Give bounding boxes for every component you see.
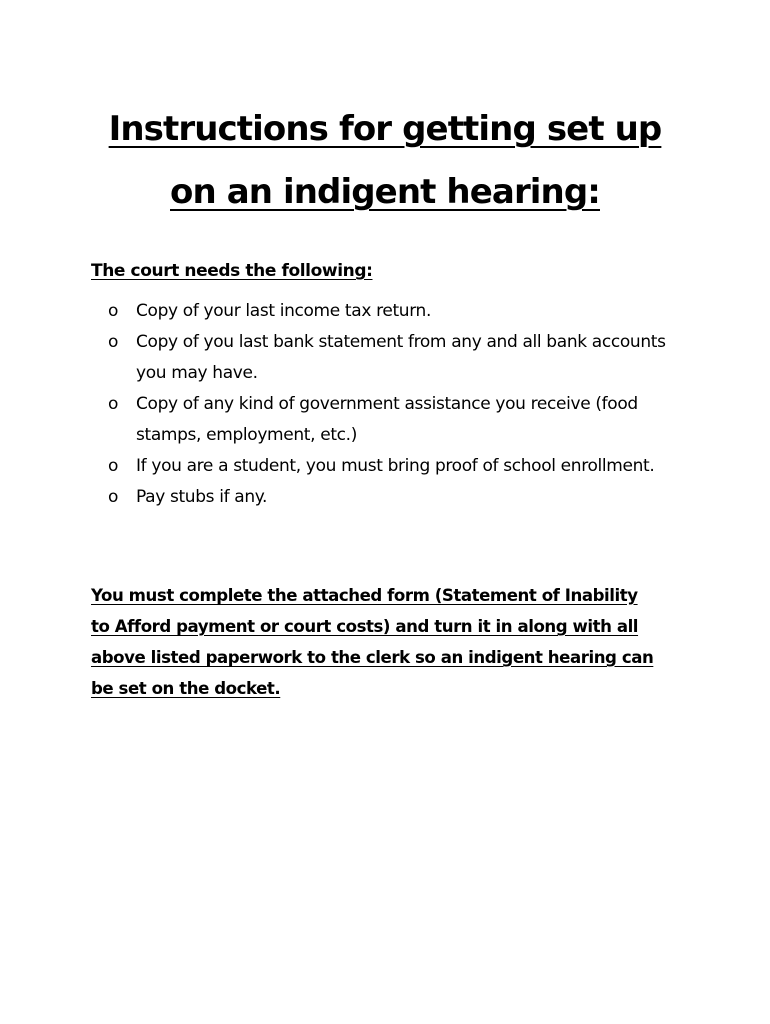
- bullet-icon: o: [108, 332, 119, 352]
- requirements-heading: The court needs the following:: [91, 261, 373, 281]
- list-item: [108, 482, 668, 513]
- bullet-icon: o: [108, 301, 119, 321]
- list-item: [108, 296, 668, 327]
- list-item: [108, 451, 668, 482]
- notice-line: You must complete the attached form (Statement of Inability: [91, 586, 638, 605]
- list-item: [108, 389, 668, 451]
- list-item-text: Pay stubs if any.: [136, 487, 268, 507]
- list-item-text: Copy of any kind of government assistance you receive (food stamps, employment, etc.): [136, 394, 638, 445]
- notice-paragraph: [91, 580, 691, 704]
- bullet-icon: o: [108, 394, 119, 414]
- list-item-text: Copy of you last bank statement from any and all bank accounts you may have.: [136, 332, 666, 383]
- list-item-text: If you are a student, you must bring proof of school enrollment.: [136, 456, 655, 476]
- title-line: on an indigent hearing:: [170, 172, 600, 212]
- list-item-text: Copy of your last income tax return.: [136, 301, 432, 321]
- bullet-icon: o: [108, 456, 119, 476]
- list-item: [108, 327, 668, 389]
- notice-line: to Afford payment or court costs) and turn it in along with all: [91, 617, 639, 636]
- title-line: Instructions for getting set up: [108, 109, 662, 149]
- bullet-icon: o: [108, 487, 119, 507]
- notice-line: be set on the docket.: [91, 679, 281, 698]
- notice-line: above listed paperwork to the clerk so an indigent hearing can: [91, 648, 654, 667]
- page-title: [60, 98, 710, 224]
- requirements-list: [108, 296, 668, 513]
